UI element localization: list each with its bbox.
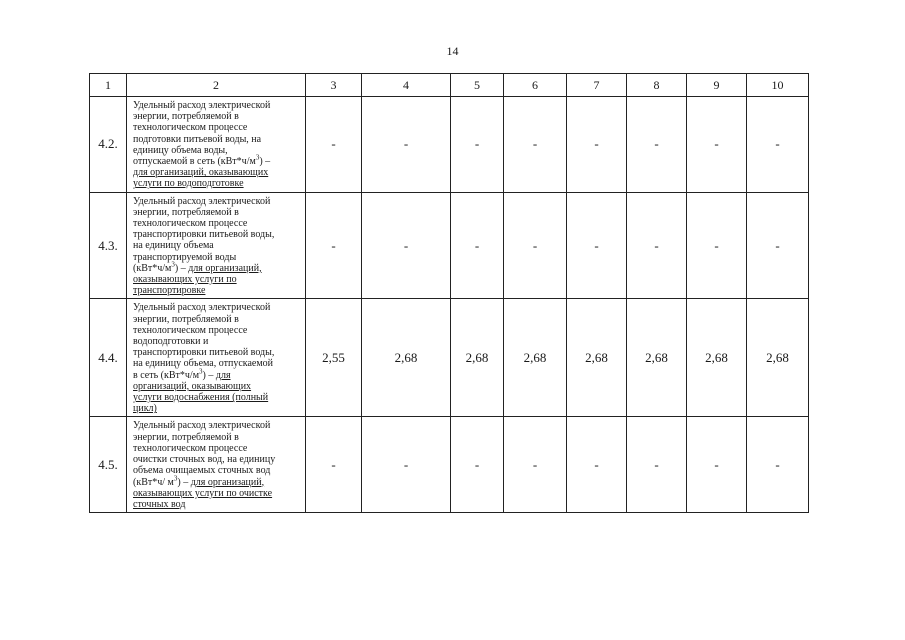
desc-line: энергии, потребляемой в [133,313,239,325]
unit-tail: ) – [174,262,189,274]
desc-line: Удельный расход электрической [133,100,271,111]
value-cell: - [451,192,504,299]
desc-line-underlined: организаций, оказывающих [133,380,252,392]
value-cell: 2,68 [362,299,451,417]
desc-line-underlined: транспортировке [133,285,206,297]
value-cell: - [451,417,504,513]
value-cell: 2,68 [747,299,809,417]
value-cell: - [504,97,567,193]
unit-superscript: 3 [171,260,175,269]
unit-superscript: 3 [199,367,203,376]
unit-superscript: 3 [255,153,260,162]
desc-line: технологическом процессе [133,442,248,454]
value-cell: 2,68 [687,299,747,417]
desc-line: энергии, потребляемой в [133,431,239,443]
desc-line: технологическом процессе [133,218,248,230]
value-cell: - [567,192,627,299]
desc-line: энергии, потребляемой в [133,111,239,123]
desc-line: на единицу объема [133,240,214,252]
value-cell: - [627,417,687,513]
value-cell: - [687,417,747,513]
data-table [89,73,809,513]
value-cell: 2,68 [451,299,504,417]
value-cell: 2,68 [567,299,627,417]
desc-line: отпускаемой в сеть (кВт*ч/м [133,156,256,168]
value-cell: - [627,192,687,299]
unit-tail: ) – [177,476,191,488]
desc-line: на единицу объема, отпускаемой [133,358,274,370]
table-row [90,97,809,193]
value-cell: - [747,192,809,299]
value-cell: - [687,97,747,193]
column-header: 4 [362,74,451,97]
row-number: 4.2. [90,97,127,193]
desc-line: (кВт*ч/ м [133,476,174,488]
desc-line: технологическом процессе [133,324,248,336]
desc-line: Удельный расход электрической [133,195,271,207]
table-row [90,299,809,417]
value-cell: 2,68 [504,299,567,417]
column-header: 7 [567,74,627,97]
unit-tail: ) – [202,369,216,381]
desc-line: объема очищаемых сточных вод [133,465,271,477]
desc-line-underlined: оказывающих услуги по очистке [133,487,273,499]
value-cell: - [504,192,567,299]
desc-line-underlined: для [215,369,231,381]
desc-line: Удельный расход электрической [133,302,271,314]
desc-line-underlined: услуги водоснабжения (полный [133,392,269,404]
header-row [90,74,809,97]
column-header: 1 [90,74,127,97]
column-header: 8 [627,74,687,97]
column-header: 3 [306,74,362,97]
value-cell: - [306,417,362,513]
desc-line-underlined: услуги по водоподготовке [133,178,244,190]
value-cell: - [306,192,362,299]
desc-line: энергии, потребляемой в [133,206,239,218]
desc-line: (кВт*ч/м [133,262,172,274]
unit-superscript: 3 [173,474,178,483]
table-row [90,417,809,513]
desc-line: в сеть (кВт*ч/м [133,369,200,381]
desc-line-underlined: для организаций, [188,262,262,274]
desc-line: единицу объема воды, [133,144,228,156]
desc-line: транспортировки питьевой воды, [133,347,275,359]
value-cell: - [306,97,362,193]
value-cell: - [627,97,687,193]
column-header: 2 [127,74,306,97]
desc-line: водоподготовки и [133,336,209,348]
row-description [127,417,306,513]
desc-line-underlined: оказывающих услуги по [133,274,237,286]
column-header: 9 [687,74,747,97]
value-cell: - [567,97,627,193]
row-description [127,299,306,417]
column-header: 10 [747,74,809,97]
value-cell: - [362,417,451,513]
value-cell: - [747,417,809,513]
desc-line: технологическом процессе [133,122,248,134]
value-cell: - [362,97,451,193]
row-number: 4.3. [90,192,127,299]
column-header: 6 [504,74,567,97]
value-cell: - [747,97,809,193]
value-cell: - [687,192,747,299]
desc-line-underlined: сточных вод [133,498,186,510]
row-description [127,192,306,299]
desc-line: подготовки питьевой воды, на [133,133,262,145]
desc-line: очистки сточных вод, на единицу [133,454,276,466]
unit-tail: ) – [259,156,271,168]
value-cell: - [451,97,504,193]
desc-line-underlined: цикл) [133,403,157,415]
value-cell: 2,68 [627,299,687,417]
row-number: 4.4. [90,299,127,417]
value-cell: - [567,417,627,513]
row-number: 4.5. [90,417,127,513]
value-cell: 2,55 [306,299,362,417]
page-number: 14 [446,44,459,58]
row-description [127,97,306,193]
desc-line-underlined: для организаций, оказывающих [133,167,269,179]
value-cell: - [504,417,567,513]
value-cell: - [362,192,451,299]
column-header: 5 [451,74,504,97]
desc-line: транспортируемой воды [133,251,237,263]
desc-line-underlined: для организаций, [190,476,265,488]
desc-line: Удельный расход электрической [133,420,271,432]
desc-line: транспортировки питьевой воды, [133,229,275,241]
table-row [90,192,809,299]
